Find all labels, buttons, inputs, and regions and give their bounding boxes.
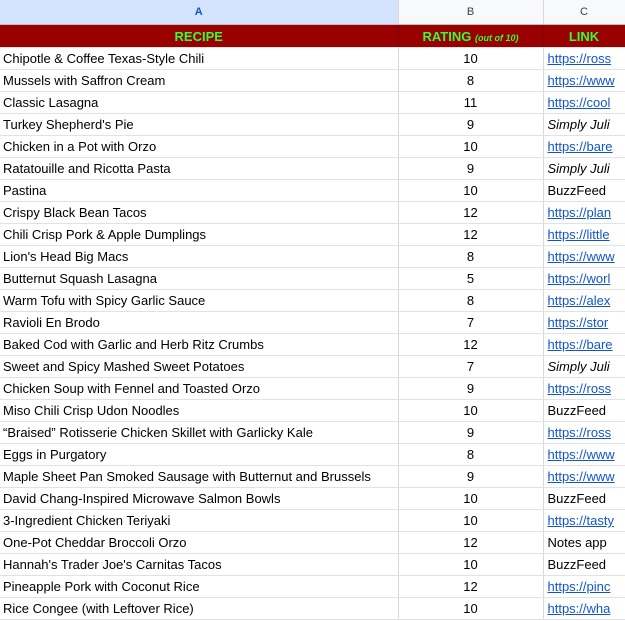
table-row [0, 290, 625, 312]
rating-cell[interactable]: 10 [398, 400, 543, 422]
recipe-name-cell[interactable]: Lion's Head Big Macs [0, 246, 398, 268]
link-cell[interactable]: https://worl [543, 268, 625, 290]
column-header-b[interactable]: B [398, 0, 543, 25]
rating-header-note: (out of 10) [475, 32, 519, 43]
link-cell[interactable]: https://www [543, 70, 625, 92]
rating-cell[interactable]: 9 [398, 422, 543, 444]
table-row [0, 400, 625, 422]
rating-cell[interactable]: 12 [398, 224, 543, 246]
table-row [0, 70, 625, 92]
link-cell[interactable]: Simply Juli [543, 356, 625, 378]
link-cell[interactable]: https://www [543, 466, 625, 488]
table-row [0, 180, 625, 202]
column-header-a[interactable]: A [0, 0, 398, 25]
rating-cell[interactable]: 5 [398, 268, 543, 290]
column-header-row [0, 0, 625, 25]
rating-cell[interactable]: 10 [398, 598, 543, 620]
table-row [0, 202, 625, 224]
recipe-name-cell[interactable]: Sweet and Spicy Mashed Sweet Potatoes [0, 356, 398, 378]
table-row [0, 48, 625, 70]
rating-cell[interactable]: 10 [398, 136, 543, 158]
recipe-name-cell[interactable]: Baked Cod with Garlic and Herb Ritz Crumbs [0, 334, 398, 356]
recipe-name-cell[interactable]: Chicken in a Pot with Orzo [0, 136, 398, 158]
link-cell[interactable]: Simply Juli [543, 158, 625, 180]
link-cell[interactable]: Notes app [543, 532, 625, 554]
rating-cell[interactable]: 10 [398, 48, 543, 70]
table-row [0, 92, 625, 114]
recipe-name-cell[interactable]: Pastina [0, 180, 398, 202]
table-row [0, 114, 625, 136]
link-cell[interactable]: BuzzFeed [543, 400, 625, 422]
table-row [0, 576, 625, 598]
link-cell[interactable]: https://ross [543, 48, 625, 70]
title-row [0, 25, 625, 48]
recipe-name-cell[interactable]: Classic Lasagna [0, 92, 398, 114]
rating-cell[interactable]: 12 [398, 576, 543, 598]
rating-cell[interactable]: 7 [398, 356, 543, 378]
recipe-name-cell[interactable]: Warm Tofu with Spicy Garlic Sauce [0, 290, 398, 312]
link-cell[interactable]: https://ross [543, 378, 625, 400]
recipe-name-cell[interactable]: 3-Ingredient Chicken Teriyaki [0, 510, 398, 532]
link-cell[interactable]: https://plan [543, 202, 625, 224]
table-row [0, 378, 625, 400]
rating-header-cell[interactable] [398, 25, 543, 48]
recipe-name-cell[interactable]: Ravioli En Brodo [0, 312, 398, 334]
rating-cell[interactable]: 12 [398, 334, 543, 356]
rating-cell[interactable]: 8 [398, 444, 543, 466]
link-cell[interactable]: https://little [543, 224, 625, 246]
rating-cell[interactable]: 9 [398, 466, 543, 488]
link-cell[interactable]: https://alex [543, 290, 625, 312]
recipe-name-cell[interactable]: Turkey Shepherd's Pie [0, 114, 398, 136]
recipe-header-cell[interactable]: RECIPE [0, 25, 398, 48]
table-row [0, 312, 625, 334]
recipe-name-cell[interactable]: Ratatouille and Ricotta Pasta [0, 158, 398, 180]
link-cell[interactable]: https://www [543, 444, 625, 466]
table-row [0, 356, 625, 378]
rating-cell[interactable]: 8 [398, 246, 543, 268]
rating-cell[interactable]: 12 [398, 202, 543, 224]
rating-cell[interactable]: 9 [398, 378, 543, 400]
link-cell[interactable]: BuzzFeed [543, 488, 625, 510]
table-row [0, 268, 625, 290]
link-cell[interactable]: https://pinc [543, 576, 625, 598]
link-cell[interactable]: https://ross [543, 422, 625, 444]
rating-cell[interactable]: 11 [398, 92, 543, 114]
rating-cell[interactable]: 7 [398, 312, 543, 334]
link-cell[interactable]: https://www [543, 246, 625, 268]
link-header-cell[interactable]: LINK [543, 25, 625, 48]
link-cell[interactable]: BuzzFeed [543, 554, 625, 576]
recipe-name-cell[interactable]: Rice Congee (with Leftover Rice) [0, 598, 398, 620]
recipe-name-cell[interactable]: Maple Sheet Pan Smoked Sausage with Butternut and Brussels [0, 466, 398, 488]
recipe-name-cell[interactable]: One-Pot Cheddar Broccoli Orzo [0, 532, 398, 554]
rating-cell[interactable]: 9 [398, 158, 543, 180]
rating-cell[interactable]: 10 [398, 554, 543, 576]
table-row [0, 532, 625, 554]
rating-cell[interactable]: 10 [398, 180, 543, 202]
rating-cell[interactable]: 10 [398, 510, 543, 532]
table-row [0, 136, 625, 158]
link-cell[interactable]: https://stor [543, 312, 625, 334]
table-row [0, 224, 625, 246]
column-header-c[interactable]: C [543, 0, 625, 25]
table-row [0, 510, 625, 532]
recipe-name-cell[interactable]: Mussels with Saffron Cream [0, 70, 398, 92]
table-row [0, 554, 625, 576]
recipe-name-cell[interactable]: “Braised” Rotisserie Chicken Skillet with Garlicky Kale [0, 422, 398, 444]
recipe-name-cell[interactable]: Eggs in Purgatory [0, 444, 398, 466]
table-row [0, 158, 625, 180]
table-row [0, 488, 625, 510]
rating-cell[interactable]: 9 [398, 114, 543, 136]
link-cell[interactable]: https://cool [543, 92, 625, 114]
table-row [0, 466, 625, 488]
recipe-name-cell[interactable]: Chicken Soup with Fennel and Toasted Orzo [0, 378, 398, 400]
recipe-name-cell[interactable]: Crispy Black Bean Tacos [0, 202, 398, 224]
link-cell[interactable]: https://wha [543, 598, 625, 620]
table-row [0, 246, 625, 268]
recipe-name-cell[interactable]: Butternut Squash Lasagna [0, 268, 398, 290]
recipe-name-cell[interactable]: Hannah's Trader Joe's Carnitas Tacos [0, 554, 398, 576]
table-row [0, 422, 625, 444]
link-cell[interactable]: BuzzFeed [543, 180, 625, 202]
table-row [0, 598, 625, 620]
recipe-name-cell[interactable]: Chili Crisp Pork & Apple Dumplings [0, 224, 398, 246]
rating-cell[interactable]: 8 [398, 70, 543, 92]
rating-cell[interactable]: 10 [398, 488, 543, 510]
link-cell[interactable]: https://tasty [543, 510, 625, 532]
recipe-name-cell[interactable]: Miso Chili Crisp Udon Noodles [0, 400, 398, 422]
rating-cell[interactable]: 8 [398, 290, 543, 312]
table-row [0, 444, 625, 466]
recipe-name-cell[interactable]: Pineapple Pork with Coconut Rice [0, 576, 398, 598]
recipe-name-cell[interactable]: David Chang-Inspired Microwave Salmon Bowls [0, 488, 398, 510]
link-cell[interactable]: Simply Juli [543, 114, 625, 136]
rating-cell[interactable]: 12 [398, 532, 543, 554]
rating-header-label: RATING [422, 28, 472, 44]
link-cell[interactable]: https://bare [543, 334, 625, 356]
table-row [0, 334, 625, 356]
recipe-name-cell[interactable]: Chipotle & Coffee Texas-Style Chili [0, 48, 398, 70]
link-cell[interactable]: https://bare [543, 136, 625, 158]
